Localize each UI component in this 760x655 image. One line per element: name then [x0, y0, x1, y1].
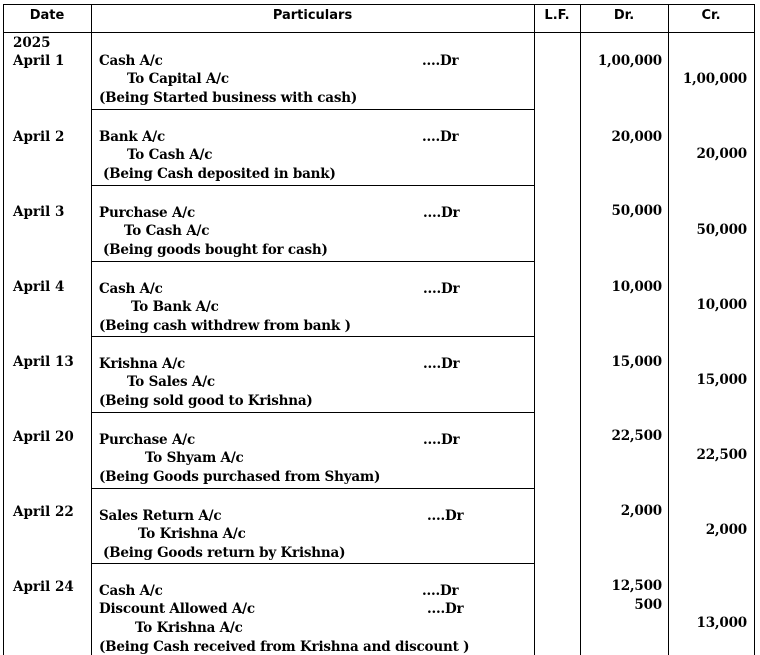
row-divider: [91, 563, 535, 564]
header-divider: [3, 32, 755, 33]
debit-amount: 22,500: [611, 428, 662, 444]
debit-amount: 15,000: [611, 354, 662, 370]
dr-marker: ....Dr: [423, 281, 460, 297]
debit-account: Discount Allowed A/c: [99, 601, 255, 617]
dr-marker: ....Dr: [427, 601, 464, 617]
header-particulars: Particulars: [272, 8, 353, 23]
header-cr: Cr.: [701, 8, 721, 23]
debit-account: Sales Return A/c: [99, 508, 222, 524]
debit-account: Cash A/c: [99, 583, 163, 599]
credit-account: To Capital A/c: [127, 71, 229, 87]
year-label: 2025: [13, 35, 51, 51]
credit-amount: 50,000: [696, 222, 747, 238]
credit-account: To Krishna A/c: [135, 620, 243, 636]
debit-account: Bank A/c: [99, 129, 166, 145]
entry-date: April 3: [13, 204, 65, 220]
debit-account: Cash A/c: [99, 281, 163, 297]
table-border-top: [3, 4, 755, 5]
debit-account: Cash A/c: [99, 53, 163, 69]
entry-date: April 24: [13, 579, 74, 595]
debit-amount: 1,00,000: [597, 53, 662, 69]
entry-date: April 2: [13, 129, 65, 145]
narration: (Being Cash received from Krishna and discount ): [99, 639, 470, 655]
column-divider: [534, 4, 535, 655]
debit-amount: 12,500: [611, 578, 662, 594]
narration: (Being Goods purchased from Shyam): [99, 469, 381, 485]
credit-amount: 15,000: [696, 372, 747, 388]
column-divider: [91, 4, 92, 655]
debit-amount: 500: [634, 597, 662, 613]
narration: (Being goods bought for cash): [103, 242, 328, 258]
entry-date: April 22: [13, 504, 74, 520]
column-divider: [580, 4, 581, 655]
credit-account: To Cash A/c: [124, 223, 210, 239]
row-divider: [91, 336, 535, 337]
header-lf: L.F.: [544, 8, 570, 23]
debit-account: Krishna A/c: [99, 356, 186, 372]
narration: (Being Started business with cash): [99, 90, 358, 106]
credit-amount: 2,000: [705, 522, 747, 538]
row-divider: [91, 109, 535, 110]
row-divider: [91, 412, 535, 413]
dr-marker: ....Dr: [422, 583, 459, 599]
debit-account: Purchase A/c: [99, 205, 195, 221]
narration: (Being sold good to Krishna): [99, 393, 313, 409]
dr-marker: ....Dr: [423, 205, 460, 221]
row-divider: [91, 261, 535, 262]
dr-marker: ....Dr: [427, 508, 464, 524]
credit-amount: 1,00,000: [682, 71, 747, 87]
dr-marker: ....Dr: [423, 432, 460, 448]
debit-amount: 2,000: [620, 503, 662, 519]
debit-account: Purchase A/c: [99, 432, 195, 448]
credit-account: To Bank A/c: [131, 299, 219, 315]
column-divider: [668, 4, 669, 655]
table-border-right: [754, 4, 755, 655]
entry-date: April 1: [13, 53, 65, 69]
entry-date: April 13: [13, 354, 74, 370]
row-divider: [91, 185, 535, 186]
entry-date: April 20: [13, 429, 74, 445]
entry-date: April 4: [13, 279, 65, 295]
credit-amount: 20,000: [696, 146, 747, 162]
credit-account: To Shyam A/c: [145, 450, 244, 466]
dr-marker: ....Dr: [423, 356, 460, 372]
credit-amount: 22,500: [696, 447, 747, 463]
credit-amount: 10,000: [696, 297, 747, 313]
narration: (Being cash withdrew from bank ): [99, 318, 351, 334]
narration: (Being Cash deposited in bank): [103, 166, 336, 182]
credit-account: To Cash A/c: [127, 147, 213, 163]
debit-amount: 50,000: [611, 203, 662, 219]
debit-amount: 10,000: [611, 279, 662, 295]
credit-account: To Sales A/c: [127, 374, 215, 390]
dr-marker: ....Dr: [422, 129, 459, 145]
debit-amount: 20,000: [611, 129, 662, 145]
credit-amount: 13,000: [696, 615, 747, 631]
header-dr: Dr.: [613, 8, 635, 23]
table-border-left: [3, 4, 4, 655]
dr-marker: ....Dr: [422, 53, 459, 69]
header-date: Date: [29, 8, 65, 23]
narration: (Being Goods return by Krishna): [103, 545, 346, 561]
row-divider: [91, 488, 535, 489]
credit-account: To Krishna A/c: [138, 526, 246, 542]
